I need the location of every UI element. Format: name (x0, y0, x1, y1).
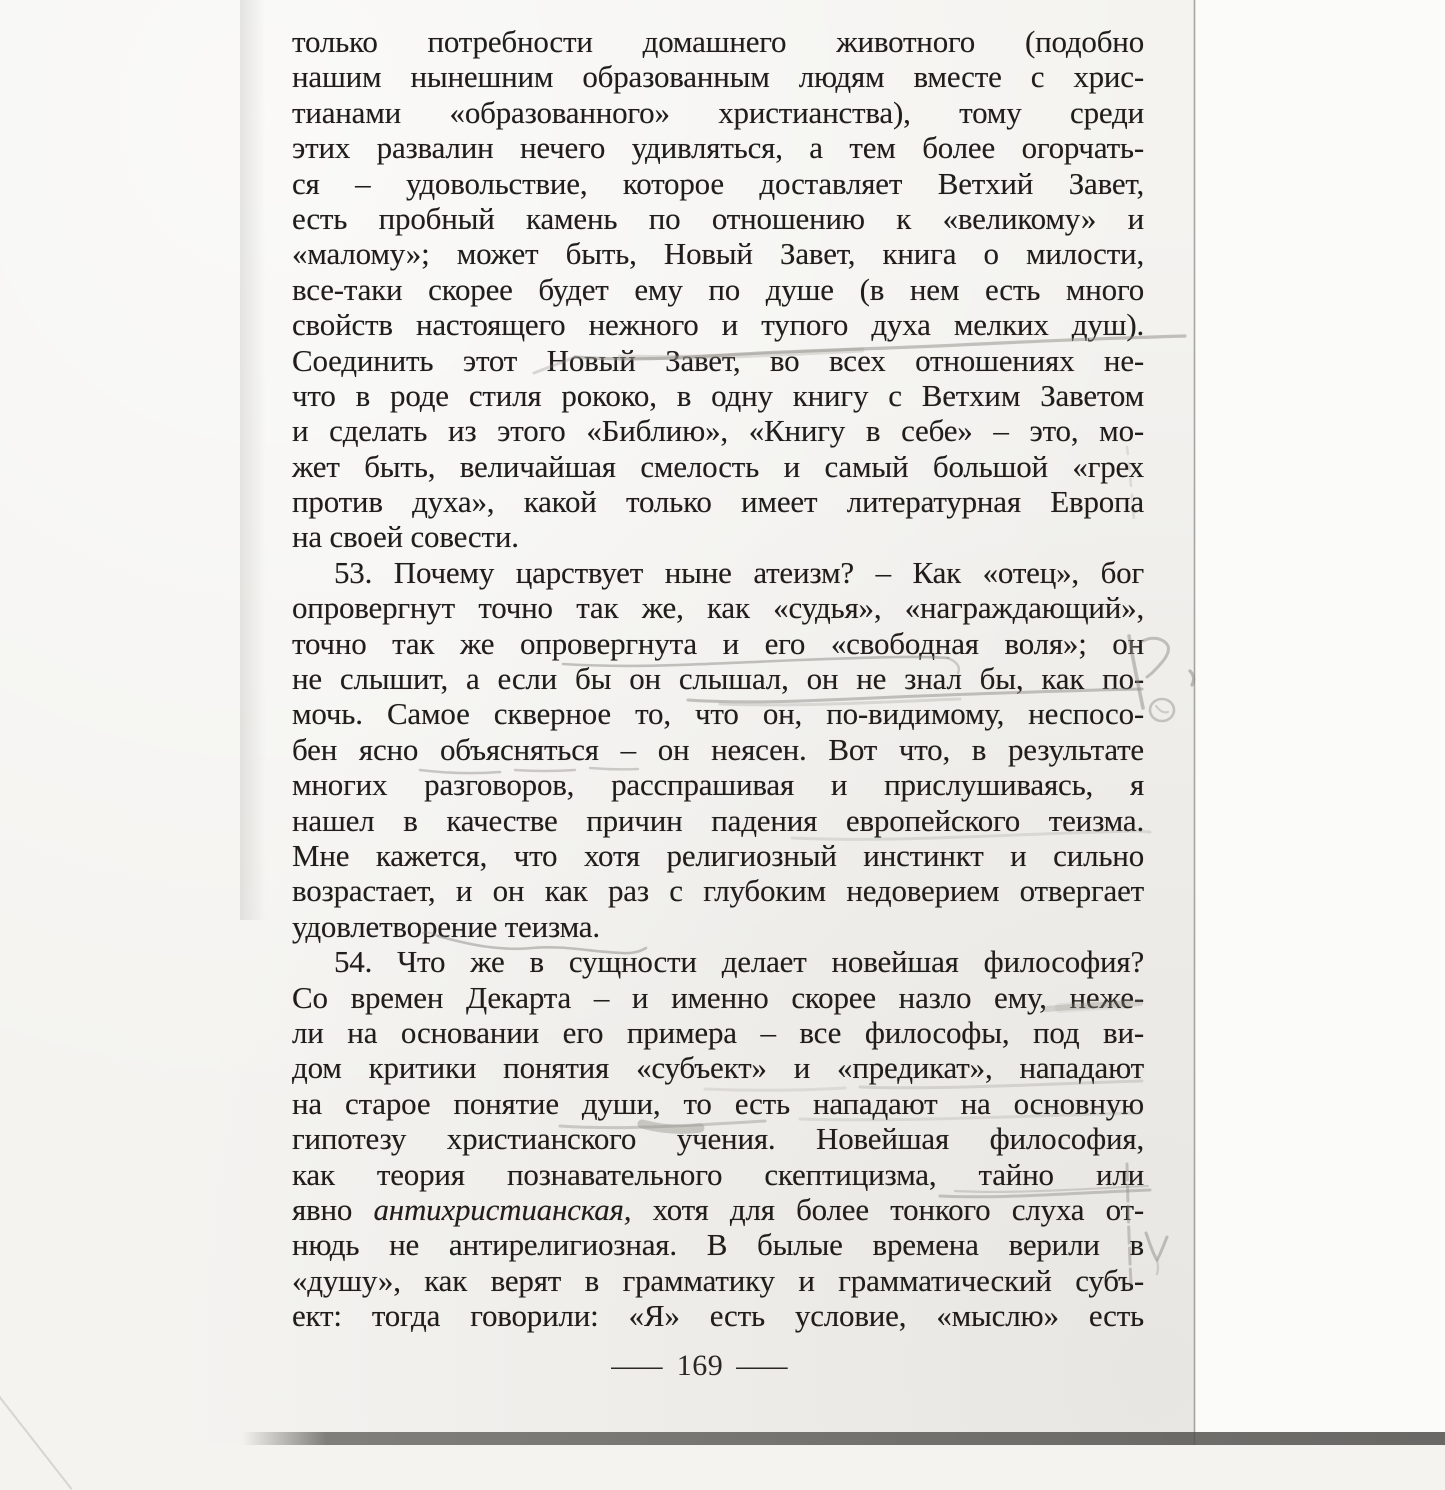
text-segment: удовлетворение теизма. (292, 908, 600, 944)
text-line (292, 696, 1144, 731)
margin-check-mark (1146, 1233, 1167, 1260)
text-segment: ся – удовольствие, которое доставляет Ветхий Завет, (292, 165, 1144, 201)
text-line (292, 272, 1144, 307)
margin-check-tail (1157, 1260, 1158, 1274)
text-segment: мочь. Самое скверное то, что он, по-видимому, неспосо- (292, 696, 1144, 732)
text-segment: как теория познавательного скептицизма, тайно или (292, 1156, 1144, 1192)
margin-figure-circle (1150, 699, 1174, 721)
text-line (292, 95, 1144, 130)
text-segment: на своей совести. (292, 519, 519, 555)
text-line (292, 343, 1144, 378)
text-segment: многих разговоров, расспрашивая и прислушиваясь, я (292, 767, 1144, 803)
text-segment: не слышит, а если бы он слышал, он не знал бы, как по- (292, 661, 1144, 697)
text-segment: жет быть, величайшая смелость и самый большой «грех (292, 448, 1144, 484)
page-footer (292, 1349, 1108, 1383)
margin-figure-loop (1143, 638, 1169, 677)
text-line (292, 732, 1144, 767)
text-line (292, 378, 1144, 413)
text-line (292, 1157, 1144, 1192)
text-line (292, 519, 1144, 554)
text-line (292, 1050, 1144, 1085)
text-segment: нюдь не антирелигиозная. В былые времена верили в (292, 1227, 1144, 1263)
margin-comma-mark (1190, 671, 1194, 685)
text-line (292, 201, 1144, 236)
text-segment: опровергнут точно так же, как «судья», «награждающий», (292, 590, 1144, 626)
text-segment: Мне кажется, что хотя религиозный инстинкт и сильно (292, 837, 1144, 873)
text-segment: все-таки скорее будет ему по душе (в нем есть много (292, 271, 1144, 307)
text-line (292, 1192, 1144, 1227)
text-segment: точно так же опровергнута и его «свободная воля»; он (292, 625, 1144, 661)
text-segment: возрастает, и он как раз с глубоким недоверием отвергает (292, 873, 1144, 909)
text-segment: Соединить этот Новый Завет, во всех отношениях не- (292, 342, 1144, 378)
text-segment: только потребности домашнего животного (подобно (292, 24, 1144, 59)
text-line (292, 1263, 1144, 1298)
text-segment: нашим нынешним образованным людям вместе с хрис- (292, 59, 1144, 95)
scan-bottom-edge (242, 1432, 1445, 1445)
text-segment: явно (292, 1191, 374, 1227)
text-line (292, 166, 1144, 201)
text-line (292, 661, 1144, 696)
text-line (292, 307, 1144, 342)
text-line (292, 767, 1144, 802)
text-line (292, 59, 1144, 94)
text-segment: 53. Почему царствует ныне атеизм? – Как «отец», бог (334, 554, 1144, 590)
text-line (292, 909, 1144, 944)
text-line (292, 626, 1144, 661)
text-line (292, 1015, 1144, 1050)
text-segment: что в роде стиля рококо, в одну книгу с Ветхим Заветом (292, 377, 1144, 413)
paper-crease (0, 1220, 214, 1490)
text-segment: гипотезу христианского учения. Новейшая философия, (292, 1121, 1144, 1157)
text-line (292, 590, 1144, 625)
text-segment: 54. Что же в сущности делает новейшая философия? (334, 944, 1144, 980)
text-line (292, 838, 1144, 873)
text-line (292, 24, 1144, 59)
italic-text-segment: антихристианская, (373, 1191, 632, 1227)
text-segment: нашел в качестве причин падения европейского теизма. (292, 802, 1144, 838)
text-segment: и сделать из этого «Библию», «Книгу в себе» – это, мо- (292, 413, 1144, 449)
text-line (292, 555, 1144, 590)
text-line (292, 873, 1144, 908)
text-segment: «душу», как верят в грамматику и грамматический субъ- (292, 1262, 1144, 1298)
scan-background-right (1195, 0, 1445, 1445)
text-segment: тианами «образованного» христианства), тому среди (292, 94, 1144, 130)
margin-figure-circle-squiggle (1156, 706, 1168, 712)
footer-dash-left: — (611, 1349, 664, 1382)
text-segment: Со времен Декарта – и именно скорее назло ему, неже- (292, 979, 1144, 1015)
text-line (292, 1121, 1144, 1156)
footer-dash-right: — (736, 1349, 789, 1382)
text-line (292, 1227, 1144, 1262)
text-segment: этих развалин нечего удивляться, а тем более огорчать- (292, 130, 1144, 166)
page-text (292, 24, 1144, 1333)
text-segment: бен ясно объясняться – он неясен. Вот что, в результате (292, 731, 1144, 767)
text-line (292, 236, 1144, 271)
text-line (292, 803, 1144, 838)
text-segment: «малому»; может быть, Новый Завет, книга о милости, (292, 236, 1144, 272)
text-segment: свойств настоящего нежного и тупого духа мелких душ). (292, 307, 1144, 343)
page-gutter-shadow (240, 0, 266, 920)
text-line (292, 130, 1144, 165)
text-segment: есть пробный камень по отношению к «великому» и (292, 200, 1144, 236)
text-segment: дом критики понятия «субъект» и «предикат», нападают (292, 1050, 1144, 1086)
text-segment: ли на основании его примера – все философы, под ви- (292, 1014, 1144, 1050)
text-line (292, 1298, 1144, 1333)
text-segment: на старое понятие души, то есть нападают на основную (292, 1085, 1144, 1121)
text-segment: против духа», какой только имеет литературная Европа (292, 484, 1144, 520)
page-number: 169 (676, 1349, 724, 1382)
text-line (292, 484, 1144, 519)
text-line (292, 449, 1144, 484)
text-line (292, 1086, 1144, 1121)
text-line (292, 944, 1144, 979)
text-line (292, 980, 1144, 1015)
text-segment: ект: тогда говорили: «Я» есть условие, «мыслю» есть (292, 1298, 1144, 1334)
text-line (292, 413, 1144, 448)
text-segment: хотя для более тонкого слуха от- (631, 1191, 1144, 1227)
